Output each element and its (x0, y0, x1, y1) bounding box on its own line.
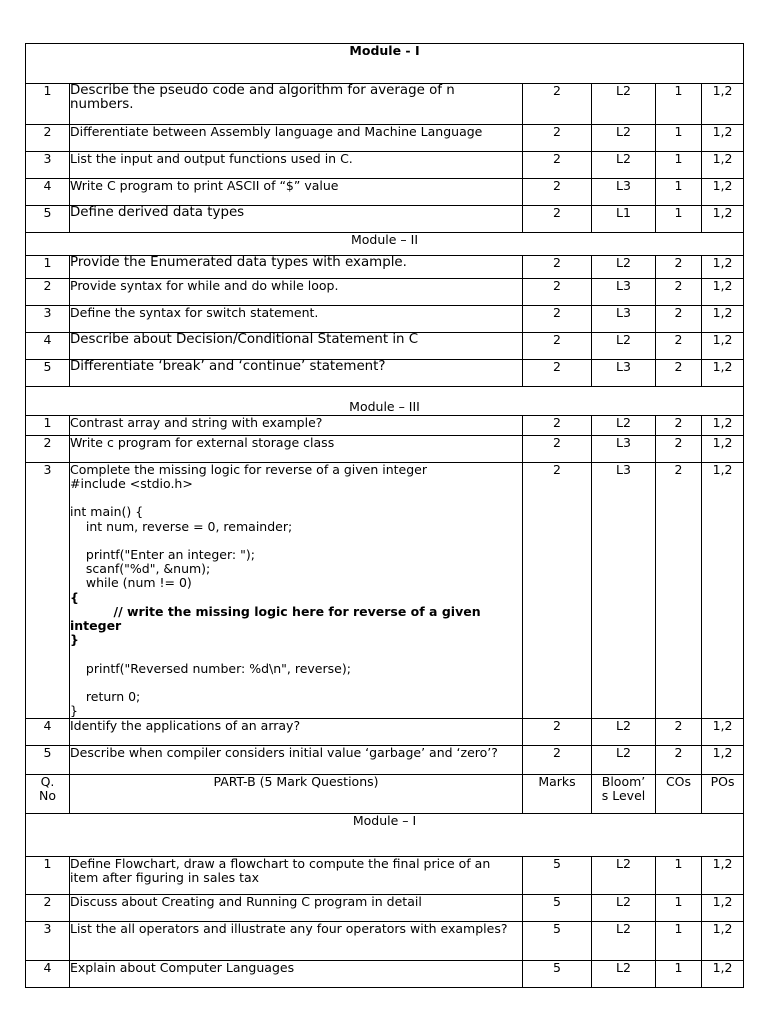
table-row (26, 463, 744, 719)
part-b-title: PART-B (5 Mark Questions) (70, 775, 523, 814)
co-cell: 1 (656, 895, 702, 922)
table-row (26, 436, 744, 463)
marks-cell: 2 (523, 746, 592, 775)
po-cell: 1,2 (702, 746, 744, 775)
table-row (26, 857, 744, 895)
marks-cell: 2 (523, 463, 592, 719)
marks-cell: 2 (523, 256, 592, 279)
po-cell: 1,2 (702, 279, 744, 306)
blooms-level-cell: L2 (592, 84, 656, 125)
question-number: 3 (26, 152, 70, 179)
blooms-level-cell: L2 (592, 719, 656, 746)
marks-cell: 2 (523, 416, 592, 436)
table-row (26, 84, 744, 125)
marks-cell: 2 (523, 84, 592, 125)
co-cell: 2 (656, 333, 702, 360)
question-number: 4 (26, 719, 70, 746)
po-cell: 1,2 (702, 152, 744, 179)
question-number: 4 (26, 961, 70, 988)
code-snippet (70, 477, 522, 718)
question-text: Describe when compiler considers initial value ‘garbage’ and ‘zero’? (70, 746, 523, 775)
question-text: List the all operators and illustrate any four operators with examples? (70, 922, 523, 961)
po-cell: 1,2 (702, 922, 744, 961)
co-cell: 2 (656, 360, 702, 387)
question-number: 3 (26, 922, 70, 961)
blooms-level-cell: L3 (592, 279, 656, 306)
table-row (26, 256, 744, 279)
marks-cell: 5 (523, 857, 592, 895)
marks-cell: 2 (523, 179, 592, 206)
po-cell: 1,2 (702, 125, 744, 152)
table-row (26, 746, 744, 775)
table-row (26, 360, 744, 387)
marks-cell: 2 (523, 279, 592, 306)
blooms-level-cell: L2 (592, 922, 656, 961)
blooms-level-cell: L2 (592, 857, 656, 895)
co-cell: 2 (656, 306, 702, 333)
co-cell: 2 (656, 436, 702, 463)
question-number: 5 (26, 746, 70, 775)
question-text: Contrast array and string with example? (70, 416, 523, 436)
co-cell: 2 (656, 746, 702, 775)
co-cell: 1 (656, 206, 702, 233)
question-number: 2 (26, 895, 70, 922)
question-number: 4 (26, 179, 70, 206)
marks-cell: 5 (523, 922, 592, 961)
po-cell: 1,2 (702, 719, 744, 746)
module-heading: Module – II (26, 233, 744, 256)
question-text: List the input and output functions used in C. (70, 152, 523, 179)
question-number: 3 (26, 306, 70, 333)
table-row (26, 333, 744, 360)
marks-column-header: Marks (523, 775, 592, 814)
question-text: Write c program for external storage class (70, 436, 523, 463)
marks-cell: 2 (523, 306, 592, 333)
blooms-level-cell: L2 (592, 125, 656, 152)
module-heading: Module – III (26, 387, 744, 416)
question-cell (70, 463, 523, 719)
question-number: 2 (26, 125, 70, 152)
question-number: 5 (26, 206, 70, 233)
question-text: Describe about Decision/Conditional Statement in C (70, 333, 523, 360)
qno-column-header: Q. No (26, 775, 70, 814)
code-open-brace: { (70, 589, 79, 605)
po-cell: 1,2 (702, 463, 744, 719)
marks-cell: 2 (523, 333, 592, 360)
blooms-level-cell: L1 (592, 206, 656, 233)
marks-cell: 2 (523, 152, 592, 179)
blooms-level-cell: L3 (592, 436, 656, 463)
question-number: 4 (26, 333, 70, 360)
po-cell: 1,2 (702, 436, 744, 463)
question-text: Define the syntax for switch statement. (70, 306, 523, 333)
co-cell: 1 (656, 179, 702, 206)
po-cell: 1,2 (702, 84, 744, 125)
table-row (26, 895, 744, 922)
question-number: 1 (26, 857, 70, 895)
co-cell: 2 (656, 279, 702, 306)
marks-cell: 5 (523, 961, 592, 988)
question-text: Describe the pseudo code and algorithm for average of n numbers. (70, 84, 523, 125)
blooms-level-cell: L2 (592, 961, 656, 988)
table-row (26, 152, 744, 179)
co-cell: 2 (656, 256, 702, 279)
module-heading: Module – I (26, 814, 744, 857)
co-cell: 2 (656, 463, 702, 719)
question-text: Define derived data types (70, 206, 523, 233)
po-cell: 1,2 (702, 416, 744, 436)
co-cell: 1 (656, 152, 702, 179)
code-comment: // write the missing logic here for reverse of a given integer (70, 603, 485, 634)
question-text: Define Flowchart, draw a flowchart to compute the final price of an item after figuring in sales tax (70, 857, 523, 895)
co-cell: 2 (656, 416, 702, 436)
question-text: Provide syntax for while and do while loop. (70, 279, 523, 306)
table-row (26, 416, 744, 436)
table-row (26, 961, 744, 988)
po-cell: 1,2 (702, 206, 744, 233)
table-row (26, 719, 744, 746)
co-cell: 1 (656, 922, 702, 961)
blooms-level-cell: L2 (592, 256, 656, 279)
question-number: 1 (26, 416, 70, 436)
po-cell: 1,2 (702, 306, 744, 333)
part-b-header-row (26, 775, 744, 814)
question-number: 5 (26, 360, 70, 387)
table-row (26, 306, 744, 333)
blooms-level-cell: L3 (592, 179, 656, 206)
po-cell: 1,2 (702, 333, 744, 360)
blooms-level-cell: L2 (592, 416, 656, 436)
code-close-brace: } (70, 632, 79, 648)
po-cell: 1,2 (702, 256, 744, 279)
marks-cell: 2 (523, 360, 592, 387)
question-bank-table (25, 43, 744, 988)
po-cell: 1,2 (702, 895, 744, 922)
question-text: Complete the missing logic for reverse of a given integer (70, 462, 427, 477)
marks-cell: 5 (523, 895, 592, 922)
question-number: 1 (26, 256, 70, 279)
marks-cell: 2 (523, 125, 592, 152)
table-row (26, 125, 744, 152)
blooms-level-cell: L3 (592, 463, 656, 719)
co-cell: 1 (656, 125, 702, 152)
po-cell: 1,2 (702, 857, 744, 895)
co-cell: 2 (656, 719, 702, 746)
question-text: Discuss about Creating and Running C program in detail (70, 895, 523, 922)
question-text: Explain about Computer Languages (70, 961, 523, 988)
module-heading: Module - I (26, 44, 744, 84)
po-cell: 1,2 (702, 179, 744, 206)
marks-cell: 2 (523, 436, 592, 463)
co-cell: 1 (656, 961, 702, 988)
co-cell: 1 (656, 84, 702, 125)
table-row (26, 179, 744, 206)
blooms-level-cell: L3 (592, 306, 656, 333)
code-lines: #include <stdio.h> int main() { int num, reverse = 0, remainder; printf("Enter an integer: "); scanf("%d", &num); while (num != 0) (70, 476, 293, 591)
blooms-level-cell: L3 (592, 360, 656, 387)
question-text: Identify the applications of an array? (70, 719, 523, 746)
table-row (26, 206, 744, 233)
question-number: 3 (26, 463, 70, 719)
blooms-level-cell: L2 (592, 895, 656, 922)
question-number: 2 (26, 436, 70, 463)
po-cell: 1,2 (702, 360, 744, 387)
code-lines: printf("Reversed number: %d\n", reverse); return 0; } (70, 660, 351, 719)
blooms-level-cell: L2 (592, 746, 656, 775)
marks-cell: 2 (523, 206, 592, 233)
question-text: Differentiate ‘break’ and ‘continue’ statement? (70, 360, 523, 387)
marks-cell: 2 (523, 719, 592, 746)
question-number: 1 (26, 84, 70, 125)
blooms-level-cell: L2 (592, 333, 656, 360)
question-number: 2 (26, 279, 70, 306)
co-cell: 1 (656, 857, 702, 895)
blooms-level-column-header: Bloom’ s Level (592, 775, 656, 814)
question-text: Provide the Enumerated data types with example. (70, 256, 523, 279)
table-row (26, 922, 744, 961)
pos-column-header: POs (702, 775, 744, 814)
question-text: Differentiate between Assembly language and Machine Language (70, 125, 523, 152)
blooms-level-cell: L2 (592, 152, 656, 179)
table-row (26, 279, 744, 306)
po-cell: 1,2 (702, 961, 744, 988)
question-text: Write C program to print ASCII of “$” value (70, 179, 523, 206)
cos-column-header: COs (656, 775, 702, 814)
